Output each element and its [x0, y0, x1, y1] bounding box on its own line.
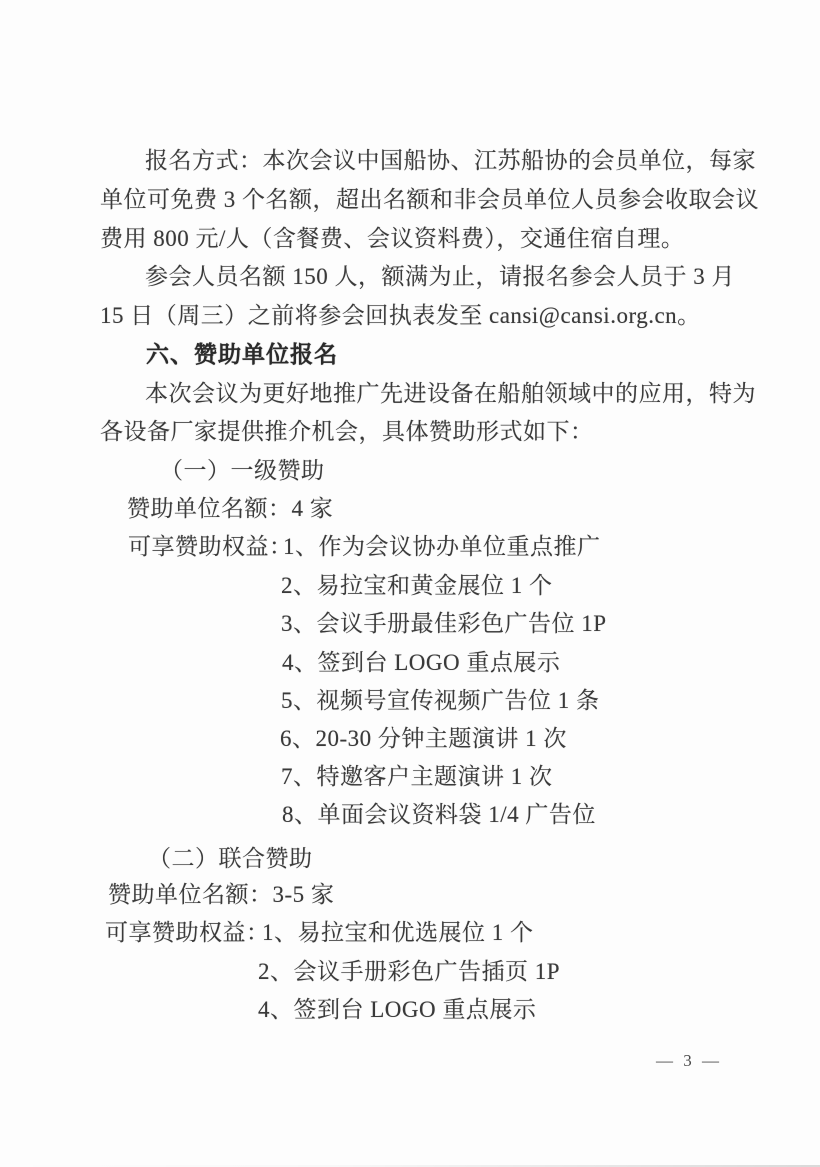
tier2-benefits-label: 可享赞助权益：: [105, 920, 270, 945]
tier2-heading: （二）联合赞助: [148, 846, 313, 871]
tier1-benefit-item-4: 4、签到台 LOGO 重点展示: [282, 650, 561, 675]
tier1-benefit-item-1: 1、作为会议协办单位重点推广: [283, 534, 601, 559]
tier2-benefit-item-4: 4、签到台 LOGO 重点展示: [258, 997, 537, 1022]
para-registration-line-3: 费用 800 元/人（含餐费、会议资料费），交通住宿自理。: [100, 226, 685, 251]
tier1-benefit-item-5: 5、视频号宣传视频广告位 1 条: [281, 688, 600, 713]
tier1-benefit-item-2: 2、易拉宝和黄金展位 1 个: [281, 573, 553, 598]
para-intro-line-1: 本次会议为更好地推广先进设备在船舶领域中的应用，特为: [145, 381, 756, 406]
section6-heading: 六、赞助单位报名: [146, 342, 338, 367]
para-registration-line-1: 报名方式：本次会议中国船协、江苏船协的会员单位，每家: [145, 148, 756, 173]
tier1-benefit-item-6: 6、20-30 分钟主题演讲 1 次: [280, 726, 567, 751]
tier2-benefit-item-1: 1、易拉宝和优选展位 1 个: [262, 920, 534, 945]
tier2-benefit-item-2: 2、会议手册彩色广告插页 1P: [258, 959, 561, 984]
tier1-benefits-label: 可享赞助权益：: [128, 534, 293, 559]
tier2-quota-line: 赞助单位名额：3-5 家: [108, 882, 335, 907]
tier1-benefit-item-8: 8、单面会议资料袋 1/4 广告位: [282, 802, 596, 827]
para-registration-line-2: 单位可免费 3 个名额，超出名额和非会员单位人员参会收取会议: [100, 187, 759, 212]
page-number: — 3 —: [656, 1051, 722, 1070]
tier1-heading: （一）一级赞助: [160, 458, 325, 483]
tier1-quota-line: 赞助单位名额：4 家: [127, 496, 334, 521]
para-quota-line-1: 参会人员名额 150 人，额满为止，请报名参会人员于 3 月: [145, 264, 735, 289]
tier1-benefit-item-3: 3、会议手册最佳彩色广告位 1P: [281, 611, 607, 636]
tier1-benefit-item-7: 7、特邀客户主题演讲 1 次: [281, 764, 553, 789]
para-intro-line-2: 各设备厂家提供推介机会，具体赞助形式如下：: [100, 419, 594, 444]
para-quota-line-2: 15 日（周三）之前将参会回执表发至 cansi@cansi.org.cn。: [100, 303, 701, 328]
